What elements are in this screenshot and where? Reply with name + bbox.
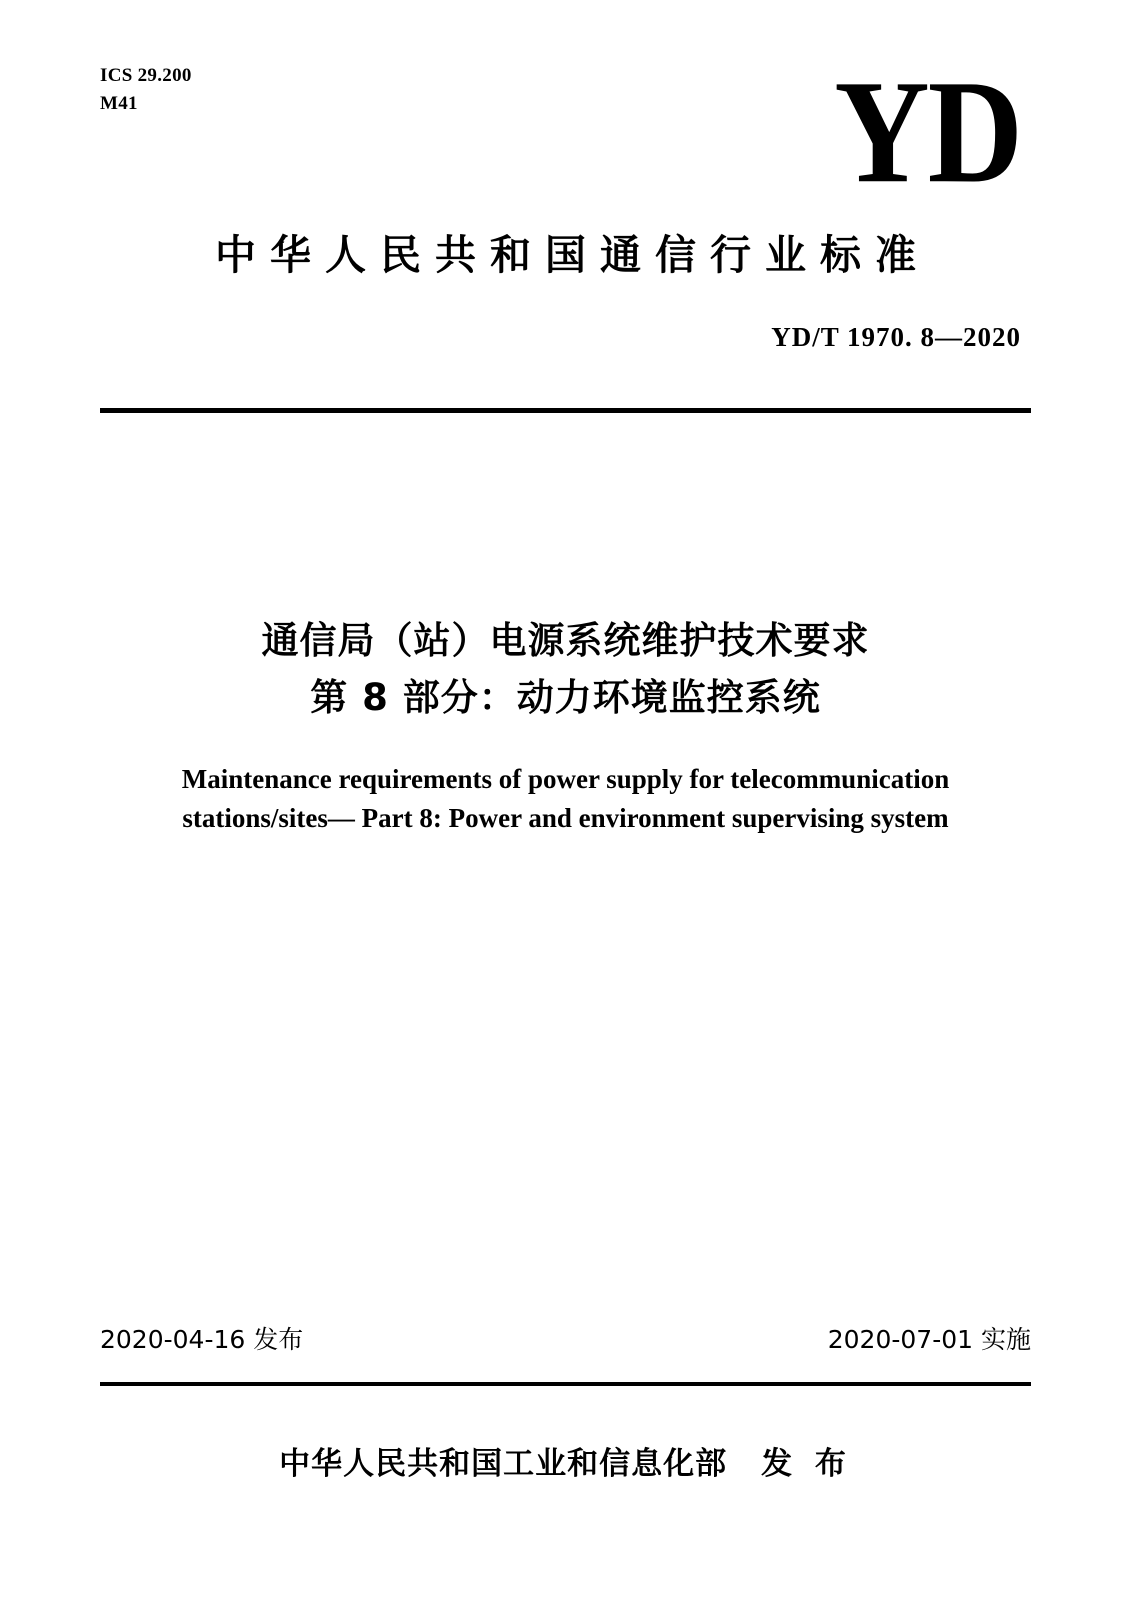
publisher-name: 中华人民共和国工业和信息化部 xyxy=(279,1446,728,1482)
national-standard-title: 中华人民共和国通信行业标准 xyxy=(215,231,930,279)
standard-number: YD/T 1970. 8—2020 xyxy=(771,322,1021,352)
date-row xyxy=(100,1320,1031,1356)
bottom-divider xyxy=(100,1382,1031,1386)
document-title-english-line2: stations/sites— Part 8: Power and environment supervising system xyxy=(182,803,949,834)
publisher-row xyxy=(0,1438,1131,1483)
effective-date: 2020-07-01 实施 xyxy=(827,1325,1031,1354)
document-title-chinese xyxy=(0,612,1131,727)
top-divider xyxy=(100,408,1031,413)
yd-logo: YD xyxy=(834,49,1021,214)
issue-date: 2020-04-16 发布 xyxy=(100,1325,304,1354)
ics-number: ICS 29.200 xyxy=(100,65,192,86)
document-title-english xyxy=(110,760,1021,838)
publish-label: 发 布 xyxy=(761,1446,852,1482)
document-title-chinese-line1: 通信局（站）电源系统维护技术要求 xyxy=(261,619,870,662)
classification-code: M41 xyxy=(100,92,138,114)
document-title-english-line1: Maintenance requirements of power supply for telecommunication xyxy=(181,764,950,794)
ics-classification-block xyxy=(100,62,192,117)
document-title-chinese-line2: 第 8 部分：动力环境监控系统 xyxy=(310,676,821,720)
